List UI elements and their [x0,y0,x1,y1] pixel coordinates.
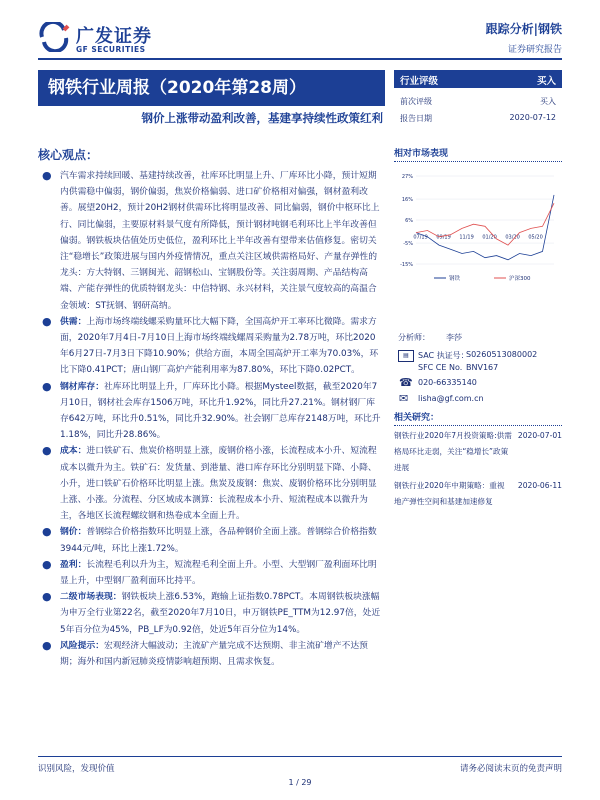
bullet-text: 普钢综合价格指数环比明显上涨，各品种钢价全面上涨。普钢综合价格指数3944元/吨，环比上涨1.72%。 [60,527,377,554]
header-divider [38,58,562,60]
bullet-lead: 钢材库存： [60,381,104,392]
id-card-icon: ▤ [398,350,414,362]
bullet-icon: ● [42,525,52,539]
market-section-title: 相对市场表现 [394,146,562,162]
report-subtitle: 钢价上涨带动盈利改善，基建享持续性政策红利 [141,111,383,125]
chart-legend-label: 沪深300 [509,276,531,282]
footer-divider [38,756,562,757]
footer-disclaimer: 请务必阅读末页的免责声明 [459,764,562,774]
bullet-paragraph [38,314,383,379]
bullet-lead: 成本： [60,446,87,457]
chart-x-tick-label: 01/20 [482,234,497,241]
chart-x-tick-label: 09/19 [436,234,451,241]
page-number: 1 / 29 [288,778,312,787]
report-header-right [486,20,562,55]
bullet-lead: 风险提示： [60,640,104,651]
logo-text-en: GF SECURITIES [76,45,146,54]
bullet-paragraph [38,379,383,444]
rating-label: 行业评级 [400,76,439,87]
chart-y-tick-label: 27% [401,174,413,180]
logo-text-cn: 广发证券 [76,26,152,47]
rating-value: 买入 [536,76,556,87]
chart-series-line [416,195,554,260]
chart-legend-label: 钢铁 [449,276,461,282]
related-item[interactable] [394,428,562,476]
prev-rating-row [394,96,562,108]
bullet-text: 社库环比明显上升，厂库环比小降。根据Mysteel数据，截至2020年7月10日，钢材社会库存1506万吨，环比升1.92%，同比升27.21%。钢材钢厂库存642万吨，环比升0.51%，同比升32.90%。社会钢厂总库存2148万吨，环比升1.18%，同比升28.86%。 [60,381,381,441]
bullet-lead: 钢价： [60,527,87,538]
bullet-icon: ● [42,638,52,652]
related-item-date: 2020-06-11 [517,481,562,490]
report-kind: 证券研究报告 [507,45,562,55]
bullet-icon: ● [42,444,52,458]
report-type: 跟踪分析|钢铁 [485,22,562,36]
related-item-title: 钢铁行业2020年中期策略：重视地产弹性空间和基建加速修复 [394,481,505,506]
analyst-label: 分析师： [398,333,430,342]
chart-x-tick-label: 07/19 [413,234,428,241]
relative-performance-chart [394,168,562,288]
rating-bar [394,70,562,88]
report-date-row [394,113,562,125]
bullet-icon: ● [42,379,52,393]
core-view-body [38,168,383,670]
prev-rating-label: 前次评级 [400,97,432,106]
bullet-paragraph [38,168,383,314]
company-logo [38,18,158,56]
analyst-email[interactable]: lisha@gf.com.cn [418,394,484,403]
chart-y-tick-label: -15% [400,262,413,268]
bullet-text: 汽车需求持续回暖、基建持续改善，社库环比明显上升、厂库环比小降，预计短期内供需稳中偏弱，钢价偏弱，焦炭价格偏弱、进口矿价格相对偏强，钢材盈利改善。展望20H2，预计20H2钢材供需环比将明显改善、同比偏弱，钢价中枢环比上行、同比偏弱，主要原材料景气度有所降低，预计钢材吨钢毛利环比上半年改善但偏弱。钢铁板块估值处历史低位，盈利环比上半年改善有望带来估值修复。密切关注“稳增长”政策进展与国内外疫情情况，重点关注区域供需格局好、产量存弹性的龙头：方大特钢、三钢闽光、韶钢松山、宝钢股份等。关注弱周期、产品结构高端、产能存弹性的优质特钢龙头：中信特钢、永兴材料，关注景气度较高的高温合金领域：ST抚钢、钢研高纳。 [60,171,380,311]
bullet-text: 上海市场终端线螺采购量环比大幅下降，全国高炉开工率环比微降。需求方面，2020年7月4日-7月10日上海市场终端线螺周采购量为2.78万吨，环比2020年6月27日-7月3日下降10.90%；供给方面，本周全国高炉开工率为70.03%，环比下降0.41PCT；唐山钢厂高炉产能利用率为87.80%，环比下降0.02PCT。 [60,316,379,376]
analyst-phone: 020-66335140 [418,378,477,387]
related-list [394,428,562,528]
report-title: 钢铁行业周报（2020年第28周） [38,70,385,106]
chart-y-tick-label: 16% [401,197,413,204]
related-item-date: 2020-07-01 [517,431,562,440]
bullet-paragraph [38,638,383,670]
bullet-lead: 盈利： [60,559,87,570]
bullet-icon: ● [42,314,52,328]
sac-number: S0260513080002 [466,350,538,359]
gf-logo-icon [38,22,72,52]
bullet-icon: ● [42,590,52,604]
sac-label: SAC 执证号： [418,351,469,360]
analyst-block [394,330,562,408]
report-date-label: 报告日期 [400,114,432,123]
chart-y-tick-label: -5% [403,241,413,248]
phone-icon: ☎ [399,376,413,389]
chart-x-tick-label: 05/20 [528,234,543,241]
footer-slogan: 识别风险，发现价值 [38,764,115,774]
email-icon: ✉ [399,392,409,405]
chart-x-tick-label: 11/19 [459,234,474,241]
chart-y-tick-label: 6% [405,218,413,224]
chart-x-tick-label: 03/20 [505,234,520,241]
related-section-title: 相关研究： [394,410,562,426]
bullet-paragraph [38,589,383,638]
prev-rating-value: 买入 [540,97,556,106]
bullet-paragraph [38,524,383,556]
bullet-text: 进口铁矿石、焦炭价格明显上涨，废钢价格小涨，长流程成本小升、短流程成本以微升为主。铁矿石：发货量、到港量、港口库存环比分别明显下降、小降、小升，进口铁矿石价格环比明显上涨。焦炭及废钢：焦炭、废钢价格环比分别明显上涨、小涨。分流程、分区域成本测算：长流程成本小升、短流程成本以微升为主，各地区长流程螺纹钢和热卷成本全面上升。 [60,446,377,522]
bullet-icon: ● [42,557,52,571]
bullet-text: 钢铁板块上涨6.53%，跑输上证指数0.78PCT。本周钢铁板块涨幅为申万全行业第22名，截至2020年7月10日，申万钢铁PE_TTM为12.97倍，处近5年百分位为45%，PB_LF为0.92倍，处近5年百分位为14%。 [60,592,381,635]
sfc-number: BNV167 [466,363,499,372]
related-item[interactable] [394,478,562,510]
bullet-paragraph [38,557,383,589]
bullet-text: 长流程毛利以升为主，短流程毛利全面上升。小型、大型钢厂盈利面环比明显上升，中型钢厂盈利面环比持平。 [60,559,377,587]
bullet-text: 宏观经济大幅波动；主流矿产量完成不达预期、非主流矿增产不达预期；海外和国内新冠肺炎疫情影响超预期、且需求恢复。 [60,640,368,668]
bullet-icon: ● [42,169,52,182]
sfc-label: SFC CE No. [418,363,463,372]
bullet-paragraph [38,443,383,524]
bullet-lead: 二级市场表现： [60,592,122,603]
report-date-value: 2020-07-12 [509,113,556,122]
core-view-heading: 核心观点： [38,148,99,162]
related-item-title: 钢铁行业2020年7月投资策略:供需格局环比走弱，关注“稳增长”政策进展 [394,431,512,472]
bullet-lead: 供需： [60,316,87,327]
analyst-name: 李莎 [446,333,462,342]
